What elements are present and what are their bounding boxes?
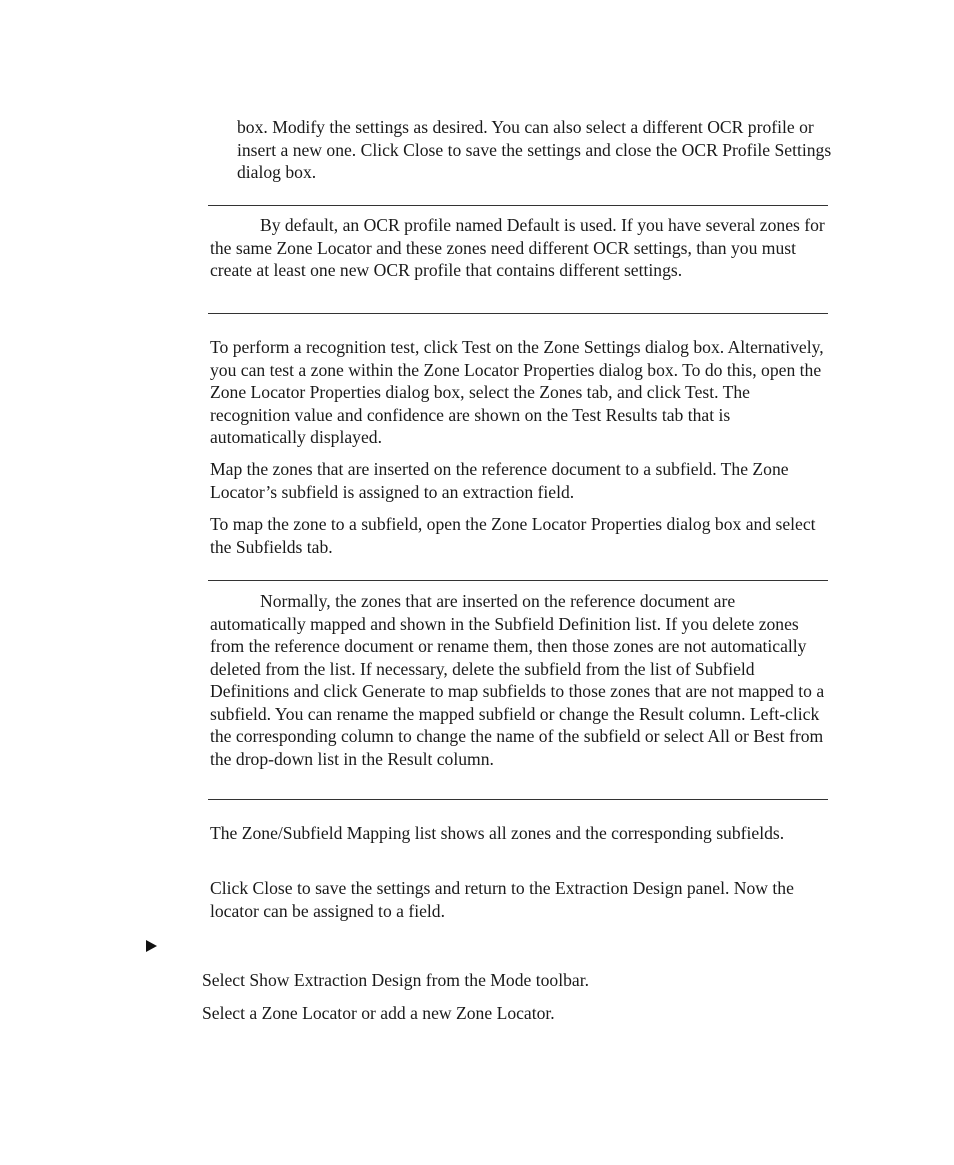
intro-paragraph: box. Modify the settings as desired. You can also select a different OCR profile or insert a new one. Click Close to save the settings and close the OCR Profile Settings dialog box. [237, 117, 832, 182]
zones-mapping-note-text: Normally, the zones that are inserted on the reference document are automatically mapped and shown in the Subfield Definition list. If you delete zones from the reference document or rename them, then those zones are not automatically deleted from the list. If necessary, delete the subfield from the list of Subfield Definitions and click Generate to map subfields to those zones that are not mapped to a subfield. You can rename the mapped subfield or change the Result column. Left-click the corresponding column to change the name of the subfield or select All or Best from the drop-down list in the Result column. [210, 591, 825, 769]
ocr-profile-note-text: By default, an OCR profile named Default is used. If you have several zones for the same Zone Locator and these zones need different OCR settings, than you must create at least one new OCR profile that contains different settings. [210, 215, 825, 280]
ocr-profile-note [210, 214, 830, 282]
zones-mapping-note [210, 590, 830, 770]
map-subfield-paragraph: To map the zone to a subfield, open the Zone Locator Properties dialog box and select the Subfields tab. [210, 514, 816, 557]
step-2: Select a Zone Locator or add a new Zone Locator. [202, 1003, 555, 1023]
note-top-rule [208, 205, 828, 206]
map-zones-paragraph: Map the zones that are inserted on the reference document to a subfield. The Zone Locator’s subfield is assigned to an extraction field. [210, 459, 789, 502]
mapping-list-paragraph: The Zone/Subfield Mapping list shows all zones and the corresponding subfields. [210, 823, 785, 843]
note2-bottom-rule [208, 799, 828, 800]
recognition-test-paragraph: To perform a recognition test, click Test on the Zone Settings dialog box. Alternatively, you can test a zone within the Zone Locator Properties dialog box. To do this, open the Zone Locator Properties dialog box, select the Zones tab, and click Test. The recognition value and confidence are shown on the Test Results tab that is automatically displayed. [210, 337, 824, 447]
procedure-arrow-icon [146, 940, 157, 952]
note2-top-rule [208, 580, 828, 581]
note-bottom-rule [208, 313, 828, 314]
step-1: Select Show Extraction Design from the Mode toolbar. [202, 970, 589, 990]
close-paragraph: Click Close to save the settings and return to the Extraction Design panel. Now the locator can be assigned to a field. [210, 878, 794, 921]
